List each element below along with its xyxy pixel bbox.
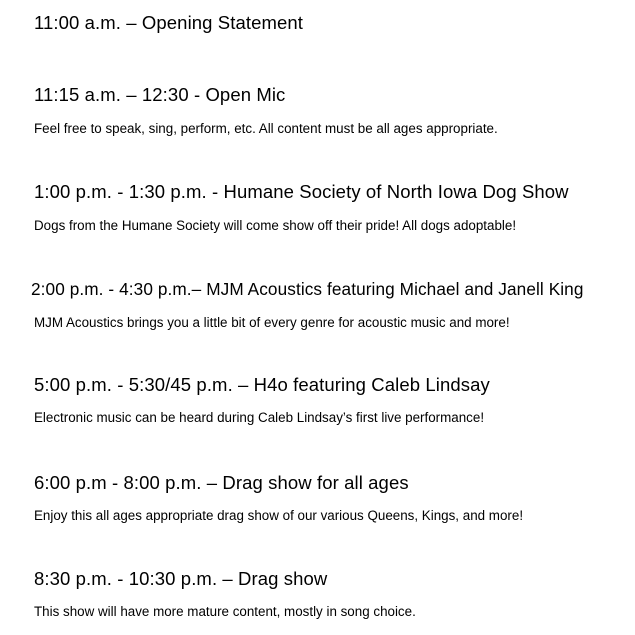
schedule-description: Feel free to speak, sing, perform, etc. All content must be all ages appropriate. (34, 121, 498, 136)
schedule-heading: 11:15 a.m. – 12:30 - Open Mic (34, 84, 286, 105)
schedule-description: This show will have more mature content, mostly in song choice. (34, 604, 416, 619)
schedule-heading: 5:00 p.m. - 5:30/45 p.m. – H4o featuring Caleb Lindsay (34, 374, 490, 395)
schedule-description: MJM Acoustics brings you a little bit of every genre for acoustic music and more! (34, 315, 510, 330)
schedule-heading: 1:00 p.m. - 1:30 p.m. - Humane Society of North Iowa Dog Show (34, 181, 569, 202)
schedule-description: Electronic music can be heard during Caleb Lindsay’s first live performance! (34, 410, 485, 425)
schedule-description: Dogs from the Humane Society will come show off their pride! All dogs adoptable! (34, 218, 517, 233)
schedule-description: Enjoy this all ages appropriate drag show of our various Queens, Kings, and more! (34, 508, 524, 523)
schedule-heading: 6:00 p.m - 8:00 p.m. – Drag show for all ages (34, 472, 409, 493)
schedule-heading: 8:30 p.m. - 10:30 p.m. – Drag show (34, 568, 328, 589)
schedule-heading: 11:00 a.m. – Opening Statement (34, 12, 304, 33)
schedule-heading: 2:00 p.m. - 4:30 p.m.– MJM Acoustics featuring Michael and Janell King (31, 279, 584, 299)
